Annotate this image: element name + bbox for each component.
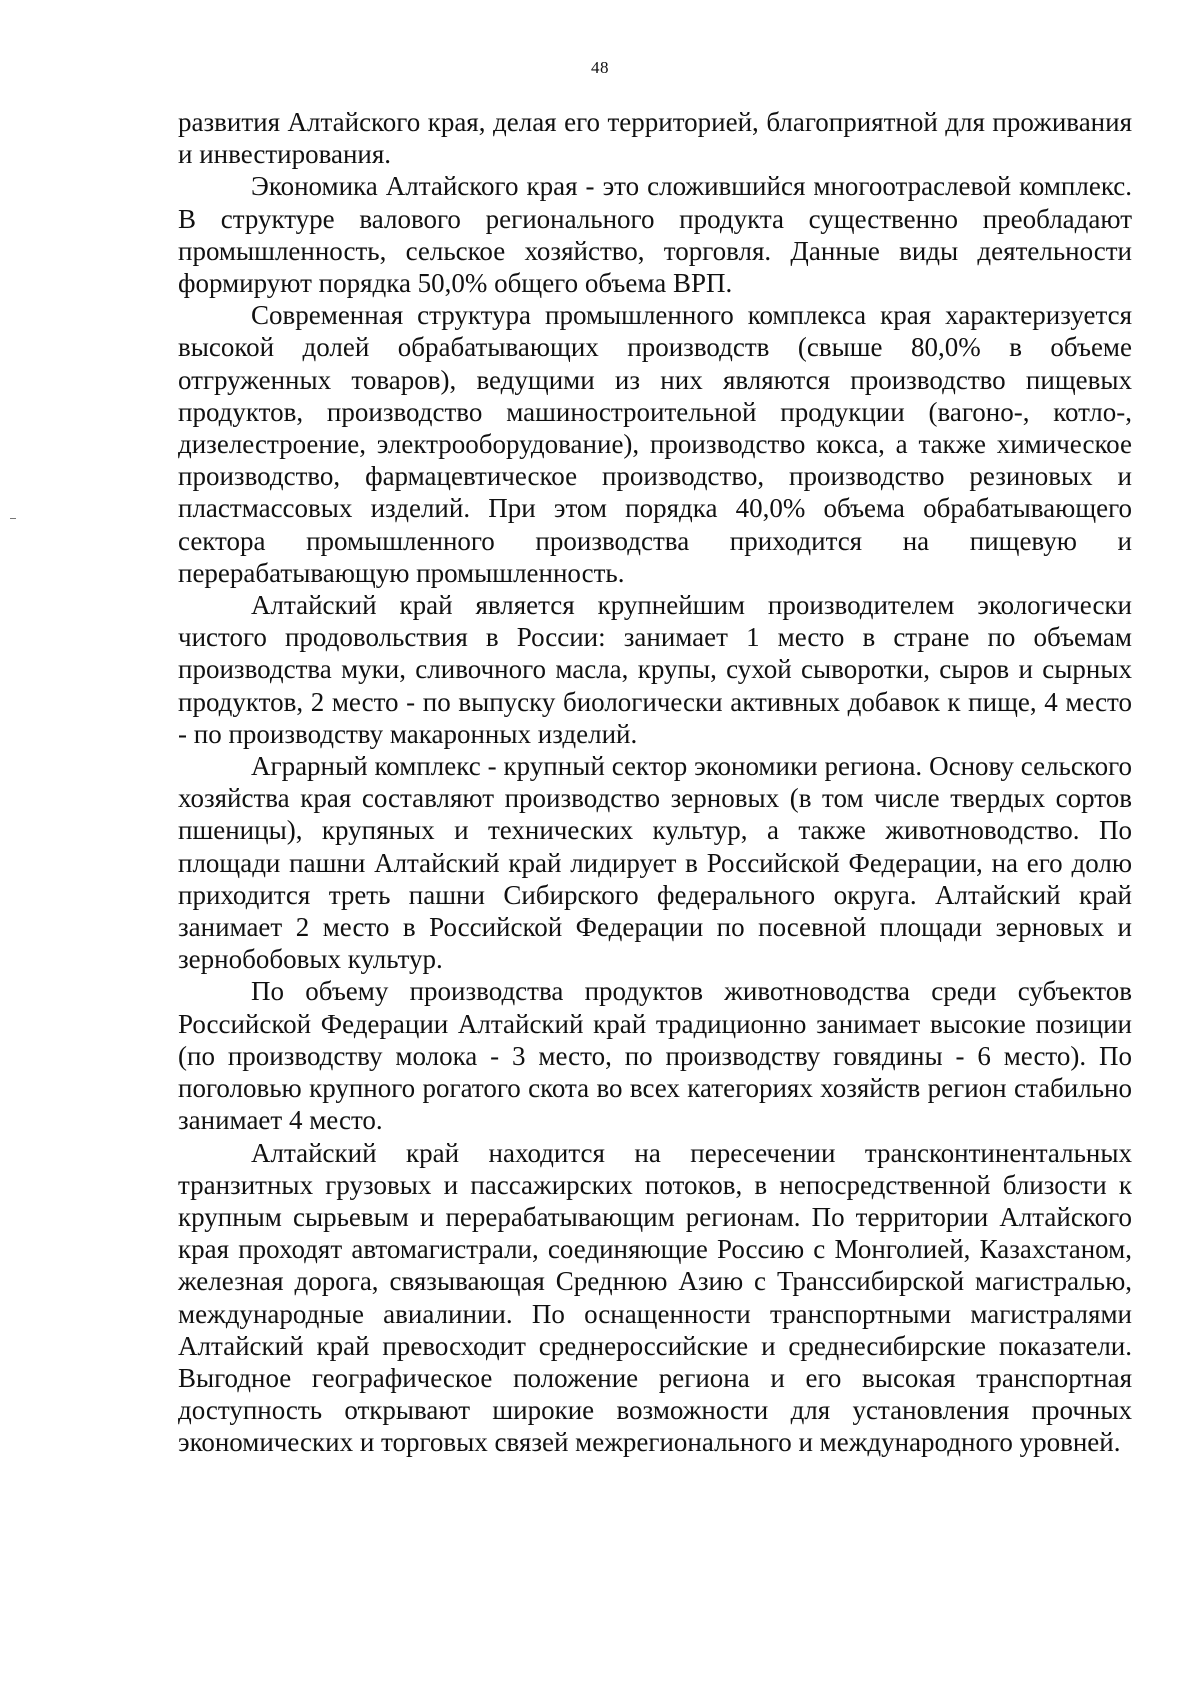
paragraph-agrarian-complex: Аграрный комплекс - крупный сектор экономики региона. Основу сельского хозяйства края составляют производство зерновых (в том числе твердых сортов пшеницы), крупяных и технических культур, а также животноводство. По площади пашни Алтайский край лидирует в Российской Федерации, на его долю приходится треть пашни Сибирского федерального округа. Алтайский край занимает 2 место в Российской Федерации по посевной площади зерновых и зернобобовых культур. bbox=[178, 751, 1132, 975]
scan-margin-mark bbox=[10, 518, 16, 519]
paragraph-food-production: Алтайский край является крупнейшим производителем экологически чистого продовольствия в России: занимает 1 место в стране по объемам производства муки, сливочного масла, крупы, сухой сыворотки, сыров и сырных продуктов, 2 место - по выпуску биологически активных добавок к пище, 4 место - по производству макаронных изделий. bbox=[178, 590, 1132, 749]
paragraph-continuation: развития Алтайского края, делая его территорией, благоприятной для проживания и инвестирования. bbox=[178, 107, 1132, 170]
paragraph-livestock: По объему производства продуктов животноводства среди субъектов Российской Федерации Алтайский край традиционно занимает высокие позиции (по производству молока - 3 место, по производству говядины - 6 место). По поголовью крупного рогатого скота во всех категориях хозяйств регион стабильно занимает 4 место. bbox=[178, 976, 1132, 1136]
paragraph-transport-position: Алтайский край находится на пересечении трансконтинентальных транзитных грузовых и пассажирских потоков, в непосредственной близости к крупным сырьевым и перерабатывающим регионам. По территории Алтайского края проходят автомагистрали, соединяющие Россию с Монголией, Казахстаном, железная дорога, связывающая Среднюю Азию с Транссибирской магистралью, международные авиалинии. По оснащенности транспортными магистралями Алтайский край превосходит среднероссийские и среднесибирские показатели. Выгодное географическое положение региона и его высокая транспортная доступность открывают широкие возможности для установления прочных экономических и торговых связей межрегионального и международного уровней. bbox=[178, 1137, 1132, 1458]
page-number: 48 bbox=[591, 58, 609, 77]
document-body bbox=[178, 106, 1132, 1459]
paragraph-economy-overview: Экономика Алтайского края - это сложившийся многоотраслевой комплекс. В структуре валового регионального продукта существенно преобладают промышленность, сельское хозяйство, торговля. Данные виды деятельности формируют порядка 50,0% общего объема ВРП. bbox=[178, 171, 1132, 299]
paragraph-industry-structure: Современная структура промышленного комплекса края характеризуется высокой долей обрабатывающих производств (свыше 80,0% в объеме отгруженных товаров), ведущими из них являются производство пищевых продуктов, производство машиностроительной продукции (вагоно-, котло-, дизелестроение, электрооборудование), производство кокса, а также химическое производство, фармацевтическое производство, производство резиновых и пластмассовых изделий. При этом порядка 40,0% объема обрабатывающего сектора промышленного производства приходится на пищевую и перерабатывающую промышленность. bbox=[178, 300, 1132, 588]
